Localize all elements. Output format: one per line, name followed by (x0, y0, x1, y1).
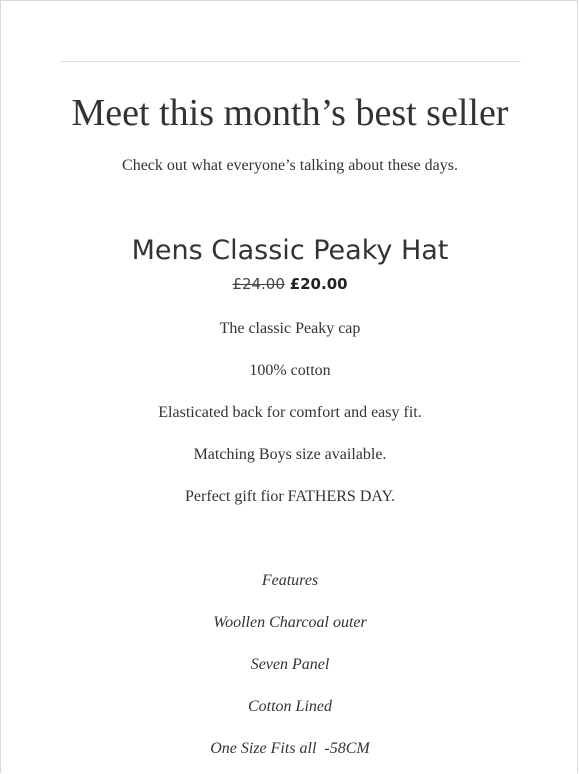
feature-line: Cotton Lined (247, 698, 332, 715)
feature-line: Woollen Charcoal outer (213, 614, 367, 631)
description-line: The classic Peaky cap (219, 320, 361, 337)
description-line: 100% cotton (249, 362, 331, 379)
description-line: Elasticated back for comfort and easy fit. (158, 404, 422, 421)
sale-price: £20.00 (289, 275, 348, 293)
original-price: £24.00 (232, 275, 285, 293)
section-subheading: Check out what everyone’s talking about these days. (122, 157, 458, 174)
feature-line: Seven Panel (250, 656, 330, 673)
feature-line: One Size Fits all -58CM (210, 740, 370, 757)
description-line: Matching Boys size available. (193, 446, 387, 463)
top-divider (61, 61, 521, 62)
description-line: Perfect gift fior FATHERS DAY. (185, 488, 395, 505)
product-title-link[interactable]: Mens Classic Peaky Hat (131, 235, 449, 266)
section-heading: Meet this month’s best seller (71, 92, 509, 134)
price-row (1, 274, 579, 294)
features-heading: Features (261, 572, 319, 589)
